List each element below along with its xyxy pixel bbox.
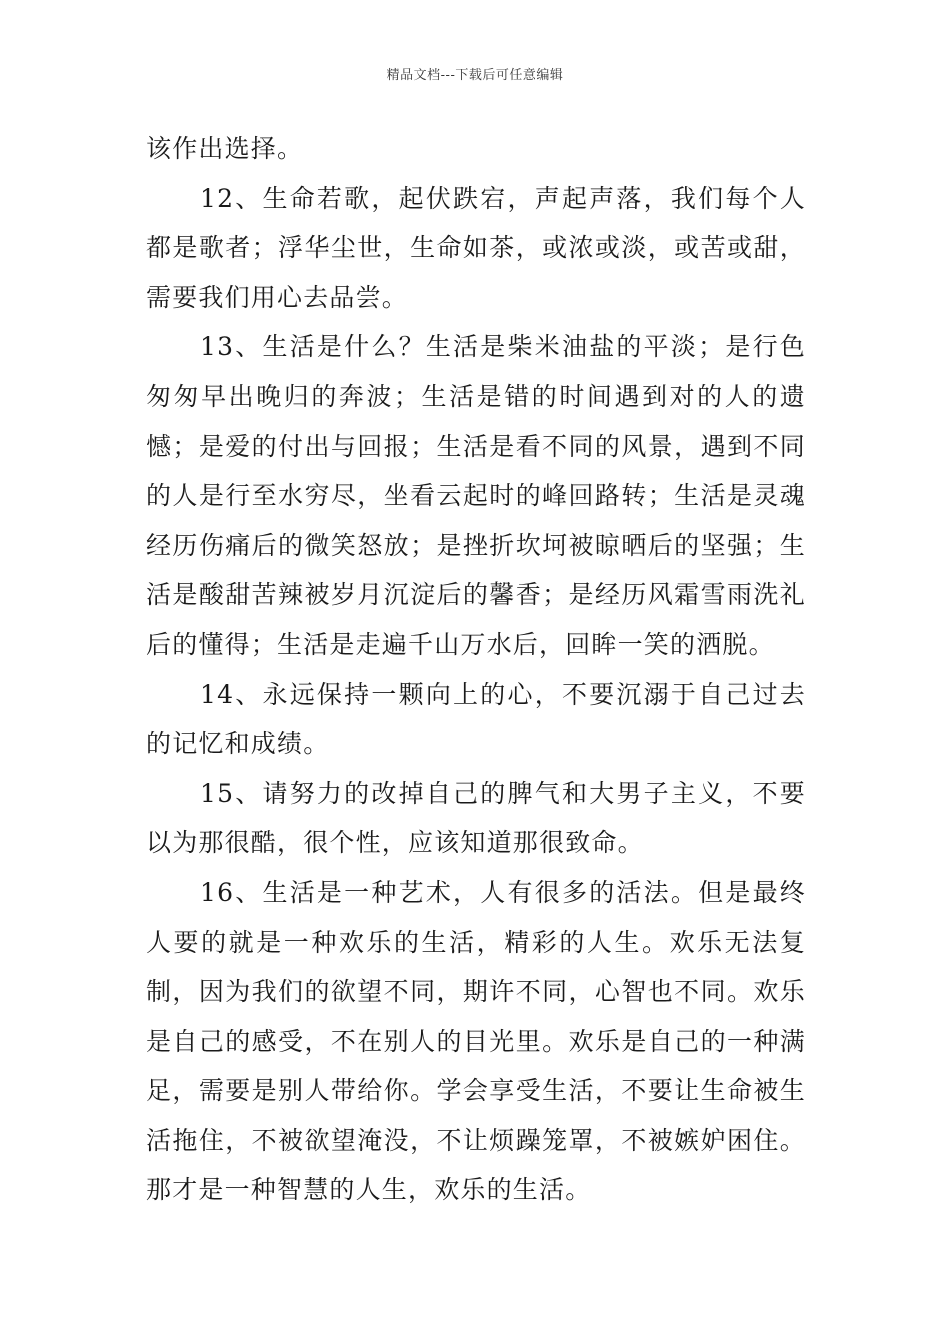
page-header: 精品文档---下载后可任意编辑	[386, 68, 564, 83]
paragraph-item-14: 14、永远保持一颗向上的心，不要沉溺于自己过去的记忆和成绩。	[146, 679, 806, 759]
paragraph-item-15: 15、请努力的改掉自己的脾气和大男子主义，不要以为那很酷，很个性，应该知道那很致命。	[146, 778, 806, 858]
document-body	[146, 124, 806, 1215]
paragraph-item-16: 16、生活是一种艺术，人有很多的活法。但是最终人要的就是一种欢乐的生活，精彩的人生。欢乐无法复制，因为我们的欲望不同，期许不同，心智也不同。欢乐是自己的感受，不在别人的目光里。欢乐是自己的一种满足，需要是别人带给你。学会享受生活，不要让生命被生活拖住，不被欲望淹没，不让烦躁笼罩，不被嫉妒困住。那才是一种智慧的人生，欢乐的生活。	[146, 877, 806, 1205]
paragraph-item-13: 13、生活是什么？生活是柴米油盐的平淡；是行色匆匆早出晚归的奔波；生活是错的时间遇到对的人的遗憾；是爱的付出与回报；生活是看不同的风景，遇到不同的人是行至水穷尽，坐看云起时的峰回路转；生活是灵魂经历伤痛后的微笑怒放；是挫折坎坷被晾晒后的坚强；生活是酸甜苦辣被岁月沉淀后的馨香；是经历风霜雪雨洗礼后的懂得；生活是走遍千山万水后，回眸一笑的洒脱。	[146, 332, 806, 659]
paragraph-continuation: 该作出选择。	[146, 134, 304, 163]
paragraph-item-12: 12、生命若歌，起伏跌宕，声起声落，我们每个人都是歌者；浮华尘世，生命如茶，或浓或淡，或苦或甜，需要我们用心去品尝。	[146, 183, 806, 312]
